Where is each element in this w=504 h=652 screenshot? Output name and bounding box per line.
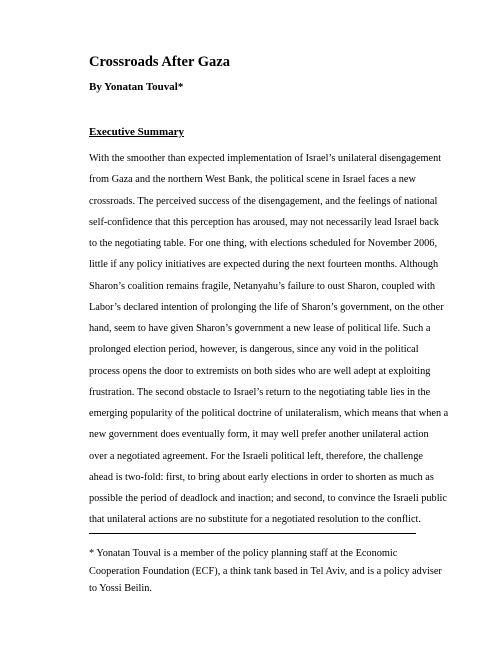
footnote-divider bbox=[89, 533, 416, 534]
body-line: ahead is two-fold: first, to bring about early elections in order to shorten as much as bbox=[89, 471, 434, 483]
footnote-line: * Yonatan Touval is a member of the policy planning staff at the Economic bbox=[89, 548, 398, 559]
body-line: frustration. The second obstacle to Israel’s return to the negotiating table lies in the bbox=[89, 386, 431, 398]
body-line: little if any policy initiatives are expected during the next fourteen months. Although bbox=[89, 259, 439, 271]
body-line: prolonged election period, however, is dangerous, since any void in the political bbox=[89, 344, 419, 356]
footnote-line: to Yossi Beilin. bbox=[89, 583, 152, 594]
section-heading: Executive Summary bbox=[89, 126, 185, 138]
body-line: that unilateral actions are no substitute for a negotiated resolution to the conflict. bbox=[89, 514, 421, 526]
body-line: to the negotiating table. For one thing, with elections scheduled for November 2006, bbox=[89, 238, 438, 249]
body-line: over a negotiated agreement. For the Israeli political left, therefore, the challenge bbox=[89, 450, 423, 462]
body-line: possible the period of deadlock and inaction; and second, to convince the Israeli public bbox=[89, 493, 447, 504]
author-byline: By Yonatan Touval* bbox=[89, 81, 184, 93]
footnote bbox=[89, 545, 442, 598]
body-line: new government does eventually form, it may well prefer another unilateral action bbox=[89, 429, 429, 441]
body-text bbox=[89, 148, 449, 531]
body-line: emerging popularity of the political doctrine of unilateralism, which means that when a bbox=[89, 408, 449, 419]
footnote-line: Cooperation Foundation (ECF), a think tank based in Tel Aviv, and is a policy adviser bbox=[89, 565, 442, 577]
body-line: Sharon’s coalition remains fragile, Netanyahu’s failure to oust Sharon, coupled with bbox=[89, 280, 436, 292]
body-line: from Gaza and the northern West Bank, the political scene in Israel faces a new bbox=[89, 174, 416, 186]
body-line: Labor’s declared intention of prolonging the life of Sharon’s government, on the other bbox=[89, 301, 444, 313]
body-line: self-confidence that this perception has aroused, may not necessarily lead Israel back bbox=[89, 216, 439, 228]
document-title: Crossroads After Gaza bbox=[89, 54, 230, 70]
body-line: crossroads. The perceived success of the disengagement, and the feelings of national bbox=[89, 195, 438, 207]
body-line: hand, seem to have given Sharon’s government a new lease of political life. Such a bbox=[89, 323, 431, 334]
body-line: process opens the door to extremists on both sides who are well adept at exploiting bbox=[89, 365, 431, 377]
body-line: With the smoother than expected implementation of Israel’s unilateral disengagement bbox=[89, 153, 442, 164]
